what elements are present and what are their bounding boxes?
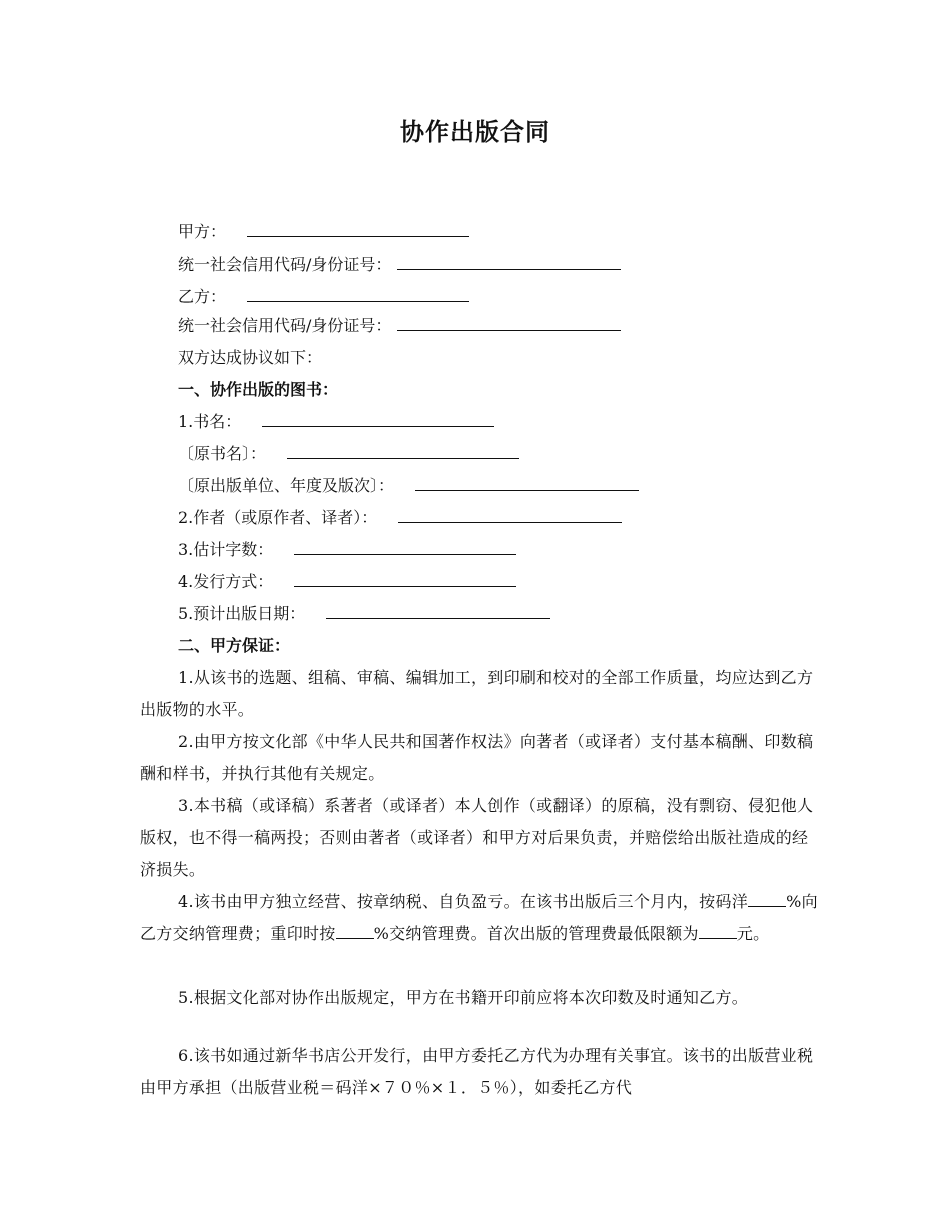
word-count-field (178, 540, 516, 560)
party-b-label: 乙方： (178, 287, 227, 306)
party-a-id-field (178, 255, 621, 275)
clause-1: 1.从该书的选题、组稿、审稿、编辑加工，到印刷和校对的全部工作质量，均应达到乙方出版物的水平。 (140, 668, 814, 719)
section2-heading: 二、甲方保证： (178, 636, 291, 655)
clause-4-part-d: 元。 (736, 924, 770, 943)
intro-text: 双方达成协议如下： (178, 348, 323, 367)
author-field (178, 508, 622, 528)
clause-4-part-a: 4.该书由甲方独立经营、按章纳税、自负盈亏。在该书出版后三个月内，按码洋 (178, 892, 749, 911)
publish-date-field (178, 604, 550, 624)
party-a-id-blank (397, 255, 621, 270)
party-b-field (178, 287, 469, 307)
section1-heading: 一、协作出版的图书： (178, 380, 339, 399)
clause-6: 6.该书如通过新华书店公开发行，由甲方委托乙方代为办理有关事宜。该书的出版营业税由甲方承担（出版营业税＝码洋×７０％×１．５％），如委托乙方代 (140, 1046, 814, 1097)
book-title-label: 1.书名： (178, 412, 242, 431)
party-a-label: 甲方： (178, 222, 227, 241)
distribution-field (178, 572, 516, 592)
word-count-label: 3.估计字数： (178, 540, 274, 559)
author-label: 2.作者（或原作者、译者）： (178, 508, 378, 527)
publish-date-blank (326, 604, 550, 619)
clause-2: 2.由甲方按文化部《中华人民共和国著作权法》向著者（或译者）支付基本稿酬、印数稿酬和样书，并执行其他有关规定。 (140, 732, 814, 783)
clause-4-part-b: %向乙方交纳管理费；重印时按 (140, 892, 818, 943)
party-a-id-label: 统一社会信用代码/身份证号： (178, 255, 392, 274)
document-title: 协作出版合同 (400, 118, 550, 146)
clause-3: 3.本书稿（或译稿）系著者（或译者）本人创作（或翻译）的原稿，没有剽窃、侵犯他人版权，也不得一稿两投；否则由著者（或译者）和甲方对后果负责，并赔偿给出版社造成的经济损失。 (140, 796, 814, 879)
distribution-blank (294, 572, 516, 587)
fee-rate-blank (748, 892, 786, 907)
word-count-blank (294, 540, 516, 555)
book-title-field (178, 412, 494, 432)
clause-4-part-c: %交纳管理费。首次出版的管理费最低限额为 (373, 924, 699, 943)
author-blank (398, 508, 622, 523)
party-b-id-label: 统一社会信用代码/身份证号： (178, 316, 392, 335)
original-publisher-field (178, 476, 639, 496)
original-title-label: 〔原书名〕： (178, 444, 267, 463)
party-b-id-blank (397, 316, 621, 331)
original-title-field (178, 444, 519, 464)
original-publisher-label: 〔原出版单位、年度及版次〕： (178, 476, 395, 495)
party-b-blank (247, 287, 469, 302)
clause-5: 5.根据文化部对协作出版规定，甲方在书籍开印前应将本次印数及时通知乙方。 (178, 988, 749, 1007)
book-title-blank (262, 412, 494, 427)
party-b-id-field (178, 316, 621, 336)
clause-4 (140, 886, 820, 950)
reprint-rate-blank (336, 924, 374, 939)
party-a-field (178, 222, 469, 242)
min-fee-blank (699, 924, 737, 939)
publish-date-label: 5.预计出版日期： (178, 604, 306, 623)
original-title-blank (287, 444, 519, 459)
original-publisher-blank (415, 476, 639, 491)
party-a-blank (247, 222, 469, 237)
distribution-label: 4.发行方式： (178, 572, 274, 591)
